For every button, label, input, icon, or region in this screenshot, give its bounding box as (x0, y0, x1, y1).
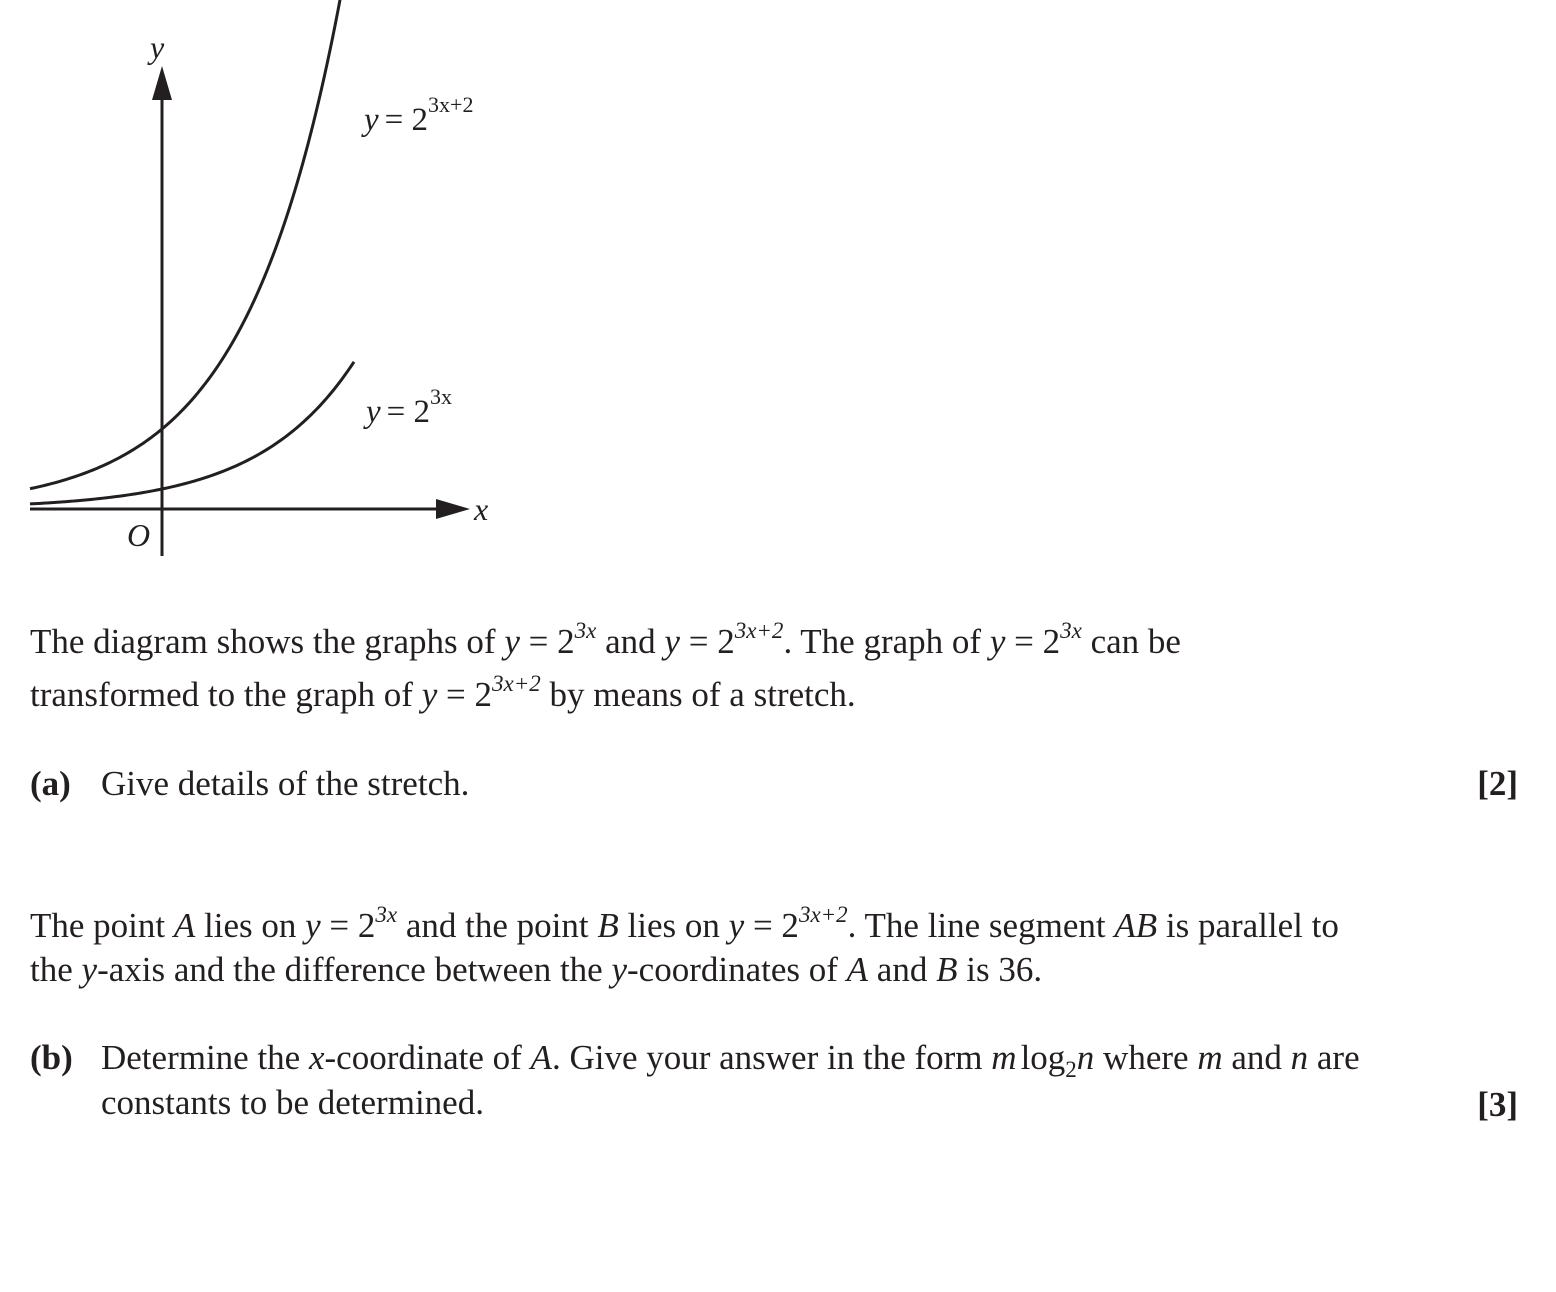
ctx-l1-m2-lhs: y (728, 906, 745, 945)
pb-l1-m: m (991, 1038, 1017, 1077)
ctx-l1-t6: is parallel to (1157, 906, 1339, 945)
ctx-l2-t4: and (868, 950, 937, 989)
intro-l1-t3: . The graph of (783, 622, 990, 661)
graph-diagram (0, 0, 560, 570)
y-axis-label: y (150, 29, 165, 65)
part-b-letter: (b) (30, 1038, 73, 1077)
ctx-l1-t3: and the point (397, 906, 598, 945)
ctx-l2-t2: -axis and the difference between the (97, 950, 612, 989)
intro-l1-math-3 (989, 618, 1082, 661)
ctx-l1-t4: lies on (618, 906, 729, 945)
intro-l1-t1: The diagram shows the graphs of (30, 622, 505, 661)
pb-l1-n2: n (1290, 1038, 1309, 1077)
curve-upper-label-exp: 3x+2 (428, 92, 474, 117)
ctx-l1-AB: AB (1114, 906, 1158, 945)
ctx-l1-A: A (173, 906, 196, 945)
pb-l1-x: x (308, 1038, 325, 1077)
x-axis-label: x (474, 491, 489, 527)
pb-l1-m2: m (1197, 1038, 1223, 1077)
intro-l2-m1-lhs: y (421, 675, 438, 714)
pb-l1-t6: are (1308, 1038, 1360, 1077)
curve-upper (30, 0, 354, 489)
curve-lower (30, 362, 354, 504)
part-b-line-1 (101, 1035, 1360, 1080)
ctx-l1-m2-eq: = 2 (744, 906, 799, 945)
ctx-l2-t5: is 36. (957, 950, 1043, 989)
pb-l1-t2: -coordinate of (324, 1038, 531, 1077)
pb-l1-t5: and (1222, 1038, 1291, 1077)
intro-l1-m2-eq: = 2 (679, 622, 735, 661)
ctx-l1-math-1 (305, 902, 398, 945)
ctx-l1-B: B (597, 906, 619, 945)
curve-lower-label-eq: = 2 (386, 394, 431, 430)
part-a-letter: (a) (30, 764, 71, 803)
ctx-l2-y1: y (81, 950, 98, 989)
ctx-l1-m1-lhs: y (305, 906, 321, 945)
intro-l1-m3-lhs: y (989, 622, 1006, 661)
ctx-l2-t1: the (30, 950, 82, 989)
intro-l1-m3-exp: 3x (1060, 618, 1082, 643)
ctx-l1-t1: The point (30, 906, 174, 945)
ctx-l1-m2-exp: 3x+2 (798, 902, 848, 927)
intro-l1-t4: can be (1081, 622, 1181, 661)
pb-l1-n: n (1076, 1038, 1095, 1077)
intro-l2-t2: by means of a stretch. (540, 675, 856, 714)
intro-l2-m1-eq: = 2 (437, 675, 492, 714)
curve-upper-label-lhs: y (364, 102, 379, 138)
pb-l1-A: A (530, 1038, 552, 1077)
intro-l1-m3-eq: = 2 (1005, 622, 1061, 661)
ctx-l1-t5: . The line segment (847, 906, 1115, 945)
origin-label: O (127, 517, 151, 553)
curve-upper-label (361, 92, 473, 138)
part-b-marks: [3] (1477, 1085, 1518, 1124)
x-axis-arrowhead (436, 499, 470, 519)
intro-l1-m2-exp: 3x+2 (734, 618, 784, 643)
context-b-line-2 (30, 946, 1042, 993)
curve-lower-label (363, 384, 452, 430)
part-b-line-2: constants to be determined. (101, 1083, 484, 1122)
intro-l1-m1-exp: 3x (574, 618, 597, 643)
intro-l2-math-1 (421, 671, 541, 714)
y-axis-arrowhead (152, 66, 172, 100)
intro-l2-t1: transformed to the graph of (30, 675, 422, 714)
intro-line-2 (30, 671, 856, 718)
ctx-l1-t2: lies on (195, 906, 306, 945)
ctx-l1-math-2 (728, 902, 848, 945)
pb-l1-t3: . Give your answer in the form (551, 1038, 992, 1077)
curve-lower-label-exp: 3x (430, 384, 453, 409)
intro-l1-m2-lhs: y (664, 622, 680, 661)
part-b (30, 1035, 1518, 1125)
ctx-l2-t3: -coordinates of (627, 950, 847, 989)
ctx-l1-m1-eq: = 2 (320, 906, 376, 945)
ctx-l1-m1-exp: 3x (375, 902, 398, 927)
intro-line-1 (30, 618, 1181, 665)
curve-lower-label-lhs: y (366, 394, 381, 430)
pb-l1-t4: where (1094, 1038, 1198, 1077)
pb-l1-base: 2 (1065, 1057, 1077, 1082)
ctx-l2-B: B (936, 950, 958, 989)
intro-l1-m1-lhs: y (504, 622, 520, 661)
part-a-text: Give details of the stretch. (101, 764, 470, 803)
intro-l1-t2: and (596, 622, 665, 661)
intro-l1-math-2 (664, 618, 784, 661)
intro-l2-m1-exp: 3x+2 (491, 671, 541, 696)
context-b-line-1 (30, 902, 1339, 949)
curve-upper-label-eq: = 2 (384, 102, 429, 138)
intro-l1-math-1 (504, 618, 597, 661)
intro-l1-m1-eq: = 2 (519, 622, 575, 661)
pb-l1-t1: Determine the (101, 1038, 309, 1077)
part-a-marks: [2] (1477, 764, 1518, 803)
ctx-l2-A: A (846, 950, 869, 989)
ctx-l2-y2: y (611, 950, 627, 989)
pb-l1-log: log (1020, 1038, 1066, 1077)
